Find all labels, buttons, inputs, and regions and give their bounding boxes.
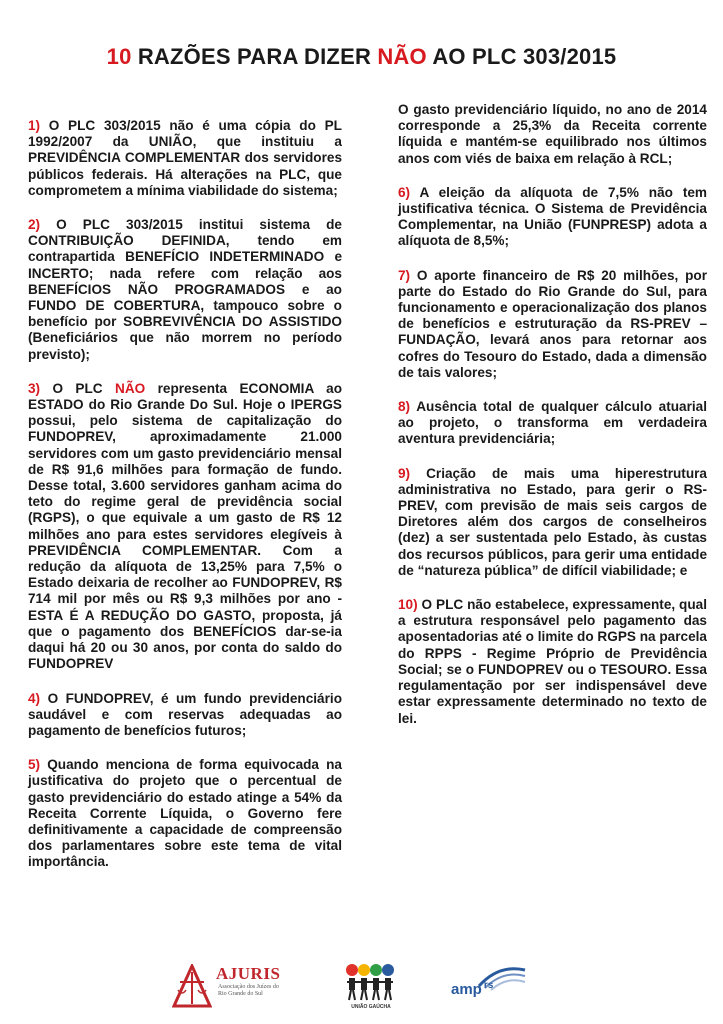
ajuris-scales-icon — [172, 964, 212, 1008]
reason-2 — [28, 217, 342, 363]
title-text: RAZÕES PARA DIZER — [131, 44, 378, 69]
reason-1 — [28, 118, 342, 199]
ajuris-name: AJURIS — [216, 964, 281, 983]
right-column — [398, 102, 707, 745]
reason-5 — [28, 757, 342, 870]
reason-text: O FUNDOPREV, é um fundo previdenciário saudável e com reservas adequadas ao pagamento de benefícios futuros; — [28, 690, 342, 738]
uniao-gaucha-logo — [343, 962, 399, 1016]
reason-number: 2) — [28, 217, 41, 233]
left-column — [28, 118, 342, 889]
reason-number: 4) — [28, 690, 41, 706]
title-number: 10 — [106, 44, 132, 69]
reason-10 — [398, 597, 707, 727]
reason-3 — [28, 381, 342, 673]
reason-6 — [398, 185, 707, 250]
amp-rs-logo — [451, 962, 531, 1012]
reason-number: 1) — [28, 118, 41, 133]
reason-number: 6) — [398, 184, 411, 200]
ajuris-logo — [172, 962, 292, 1012]
reason-text: representa ECONOMIA ao ESTADO do Rio Grande Do Sul. Hoje o IPERGS possui, pelo sistema de capitalização do FUNDOPREV, aproximadamente 21.000 servidores com um gasto previdenciário mensal de R$ 91,6 milhões para formação de fundo. Desse total, 3.600 servidores ganham acima do teto do regime geral de previdência social (RGPS), o que equivale a um gasto de R$ 12 milhões ano para estes servidores elegíveis à PREVIDÊNCIA COMPLEMENTAR. Com a redução da alíquota de 13,25% para 7,5% o Estado deixaria de recolher ao FUNDOPREV, R$ 714 mil por mês ou R$ 9,3 milhões por ano - ESTA É A REDUÇÃO DO GASTO, proposta, já que o pagamento dos BENEFÍCIOS dar-se-ia daqui há 20 ou 30 anos, por conta do saldo do FUNDOPREV — [28, 380, 342, 672]
uniao-label: UNIÃO GAÚCHA — [351, 1004, 391, 1010]
title-nao: NÃO — [377, 44, 427, 69]
reason-4 — [28, 691, 342, 740]
reason-8 — [398, 399, 707, 448]
amp-text: amp $^{rs}$ — [451, 980, 494, 998]
reason-text: O PLC 303/2015 não é uma cópia do PL 1992/2007 da UNIÃO, que instituiu a PREVIDÊNCIA COMPLEMENTAR dos servidores públicos federais. Há alterações na PLC, que comprometem a mínima viabilidade do sistema; — [28, 118, 342, 198]
reason-text: O PLC não estabelece, expressamente, qual a estrutura responsável pelo pagamento das aposentadorias até o limite do RGPS na parcela do RPPS - Regime Próprio de Previdência Social; se o FUNDOPREV ou o TESOURO. Essa regulamentação por ser indispensável deve estar expressamente determinado no texto de lei. — [398, 597, 707, 726]
reason-number: 10) — [398, 597, 418, 613]
reason-number: 7) — [398, 267, 411, 283]
amp-rs: rs — [483, 980, 494, 991]
reason-number: 3) — [28, 380, 41, 396]
reason-text: O PLC 303/2015 institui sistema de CONTRIBUIÇÃO DEFINIDA, tendo em contrapartida BENEFÍCIO INDETERMINADO e INCERTO; nada refere com relação aos BENEFÍCIOS NÃO PROGRAMADOS e ao FUNDO DE COBERTURA, tampouco sobre o benefício por SOBREVIVÊNCIA DO ASSISTIDO (Beneficiários que não morrem no período previsto); — [28, 217, 342, 362]
people-icon — [343, 962, 399, 1004]
reason-number: 5) — [28, 757, 41, 773]
reason-text: A eleição da alíquota de 7,5% não tem justificativa técnica. O Sistema de Previdência Complementar, na União (FUNPRESP) adota a alíquota de 8,5%; — [398, 184, 707, 249]
reason-nao: NÃO — [115, 380, 146, 396]
title-plc: AO PLC 303/2015 — [426, 44, 617, 69]
reason-5-continued — [398, 102, 707, 167]
reason-number: 8) — [398, 399, 411, 415]
reason-9 — [398, 466, 707, 579]
reason-text: Quando menciona de forma equivocada na justificativa do projeto que o percentual de gasto previdenciário do estado atinge a 54% da Receita Corrente Líquida, o Governo fere definitivamente a capacidade de compreensão dos parlamentares sobre este tema de vital importância. — [28, 757, 342, 870]
reason-text: Criação de mais uma hiperestrutura administrativa no Estado, para gerir o RS-PREV, com previsão de mais seis cargos de Diretores além dos cargos de conselheiros (dez) a ser sustentada pelo Estado, às custas dos recursos públicos, para gerir uma entidade de “natureza pública” de difícil viabilidade; e — [398, 465, 707, 578]
ajuris-subtitle: Associação dos Juízes do Rio Grande do Sul — [218, 984, 279, 997]
reason-number: 9) — [398, 465, 411, 481]
footer-logos — [0, 960, 723, 1020]
reason-text: O gasto previdenciário líquido, no ano de 2014 corresponde a 25,3% da Receita corrente líquida e mantém-se equilibrado nos últimos anos com viés de baixa em relação à RCL; — [398, 102, 707, 166]
reason-text-pre: O PLC — [40, 380, 115, 396]
reason-7 — [398, 268, 707, 381]
reason-text: Ausência total de qualquer cálculo atuarial ao projeto, o transforma em verdadeira aventura previdenciária; — [398, 399, 707, 447]
reason-text: O aporte financeiro de R$ 20 milhões, por parte do Estado do Rio Grande do Sul, para funcionamento e operacionalização dos planos de benefícios e estruturação da RS-PREV – FUNDAÇÃO, levará anos para retornar aos cofres do Tesouro do Estado, dada a dimensão de tais valores; — [398, 267, 707, 380]
page-title — [0, 44, 723, 70]
